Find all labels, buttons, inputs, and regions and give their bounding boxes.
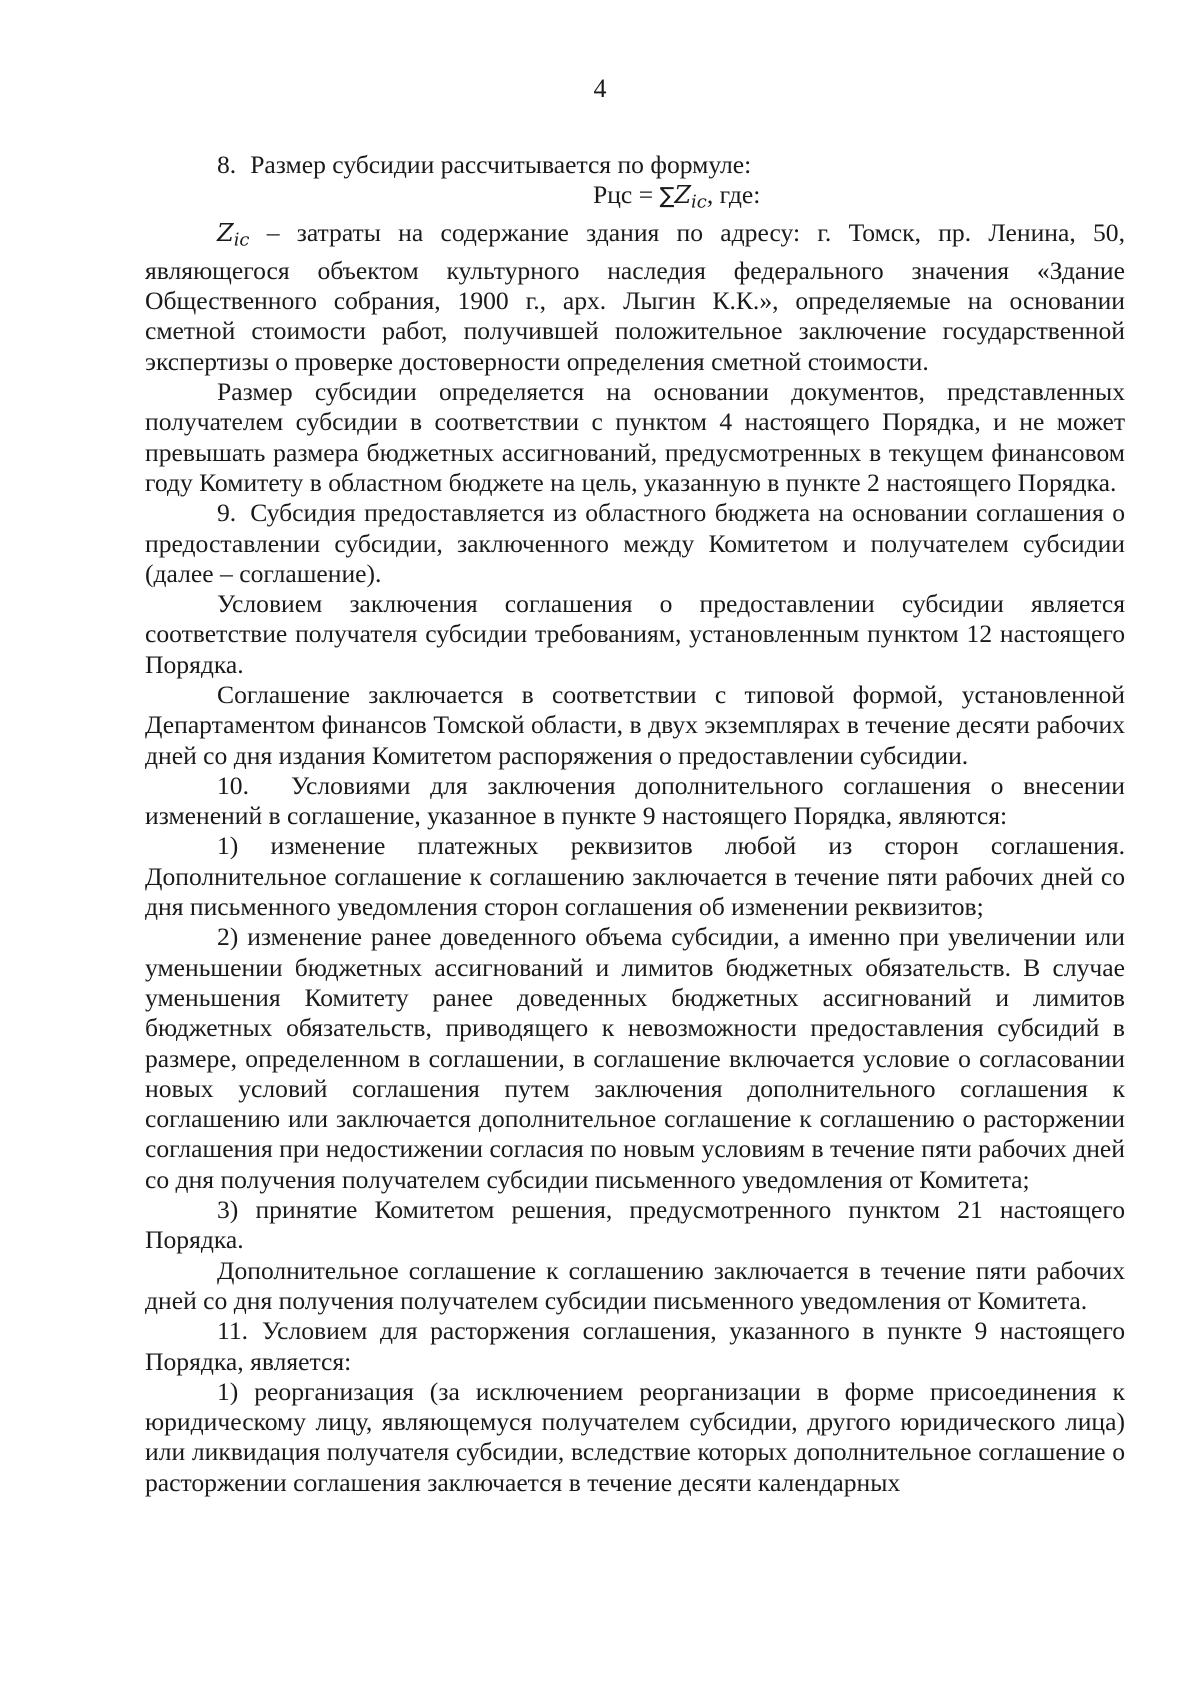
item-11-number: 11.	[217, 1316, 249, 1346]
formula-sum-symbol: ∑	[659, 184, 675, 210]
subsidy-formula	[145, 180, 1125, 218]
item-10-number: 10.	[217, 770, 249, 800]
paragraph-zic-definition	[145, 218, 1125, 377]
formula-subscript: ic	[691, 191, 707, 213]
item-11-text: Условием для расторжения соглашения, указанного в пункте 9 настоящего Порядка, является:	[145, 1316, 1125, 1376]
definition-subscript: ic	[233, 229, 250, 251]
item-9-text: Субсидия предоставляется из областного бюджета на основании соглашения о предоставлении субсидии, заключенного между Комитетом и получателем субсидии (далее – соглашение).	[145, 498, 1125, 588]
paragraph-item-10	[145, 771, 1125, 832]
paragraph-agreement-form: Соглашение заключается в соответствии с типовой формой, установленной Департаментом финансов Томской области, в двух экземплярах в течение десяти рабочих дней со дня издания Комитетом распоряжения о предоставлении субсидии.	[145, 679, 1125, 770]
formula-tail: , где:	[706, 180, 761, 210]
formula-variable: Z	[674, 181, 692, 210]
paragraph-agreement-condition: Условием заключения соглашения о предоставлении субсидии является соответствие получателя субсидии требованиям, установленным пунктом 12 настоящего Порядка.	[145, 589, 1125, 679]
paragraph-item-11-1: 1) реорганизация (за исключением реорганизации в форме присоединения к юридическому лицу, являющемуся получателем субсидии, другого юридического лица) или ликвидация получателя субсидии, вследствие которых дополнительное соглашение о расторжении соглашения заключается в течение десяти календарных	[145, 1376, 1125, 1497]
paragraph-item-10-1: 1) изменение платежных реквизитов любой из сторон соглашения. Дополнительное соглашение к соглашению заключается в течение пяти рабочих дней со дня письменного уведомления сторон соглашения об изменении реквизитов;	[145, 831, 1125, 922]
item-10-text: Условиями для заключения дополнительного соглашения о внесении изменений в соглашение, указанное в пункте 9 настоящего Порядка, являются:	[145, 770, 1125, 831]
paragraph-item-10-2: 2) изменение ранее доведенного объема субсидии, а именно при увеличении или уменьшении бюджетных ассигнований и лимитов бюджетных обязательств. В случае уменьшения Комитету ранее доведенных бюджетных ассигнований и лимитов бюджетных обязательств, приводящего к невозможности предоставления субсидий в размере, определенном в соглашении, в соглашение включается условие о согласовании новых условий соглашения путем заключения дополнительного соглашения к соглашению или заключается дополнительное соглашение к соглашению о расторжении соглашения при недостижении согласия по новым условиям в течение пяти рабочих дней со дня получения получателем субсидии письменного уведомления от Комитета;	[145, 922, 1125, 1194]
item-8-text: Размер субсидии рассчитывается по формуле:	[250, 150, 752, 179]
page-number: 4	[593, 74, 607, 103]
paragraph-item-10-3: 3) принятие Комитетом решения, предусмотренного пунктом 21 настоящего Порядка.	[145, 1195, 1125, 1255]
definition-text: – затраты на содержание здания по адресу: г. Томск, пр. Ленина, 50, являющегося объектом культурного наследия федерального значения «Здание Общественного собрания, 1900 г., арх. Лыгин К.К.», определяемые на основании сметной стоимости работ, получившей положительное заключение государственной экспертизы о проверке достоверности определения сметной стоимости.	[145, 218, 1125, 376]
paragraph-additional-agreement: Дополнительное соглашение к соглашению заключается в течение пяти рабочих дней со дня получения получателем субсидии письменного уведомления от Комитета.	[145, 1255, 1125, 1315]
paragraph-item-11	[145, 1316, 1125, 1377]
paragraph-item-9	[145, 498, 1125, 589]
document-body	[145, 150, 1125, 1498]
paragraph-item-8	[145, 150, 1125, 180]
item-9-number: 9.	[217, 498, 237, 528]
formula-lhs: Рцс =	[593, 180, 660, 210]
item-8-number: 8.	[217, 150, 237, 179]
paragraph-subsidy-limit: Размер субсидии определяется на основании документов, представленных получателем субсидии в соответствии с пунктом 4 настоящего Порядка, и не может превышать размера бюджетных ассигнований, предусмотренных в текущем финансовом году Комитету в областном бюджете на цель, указанную в пункте 2 настоящего Порядка.	[145, 377, 1125, 497]
definition-variable: Z	[217, 219, 234, 248]
